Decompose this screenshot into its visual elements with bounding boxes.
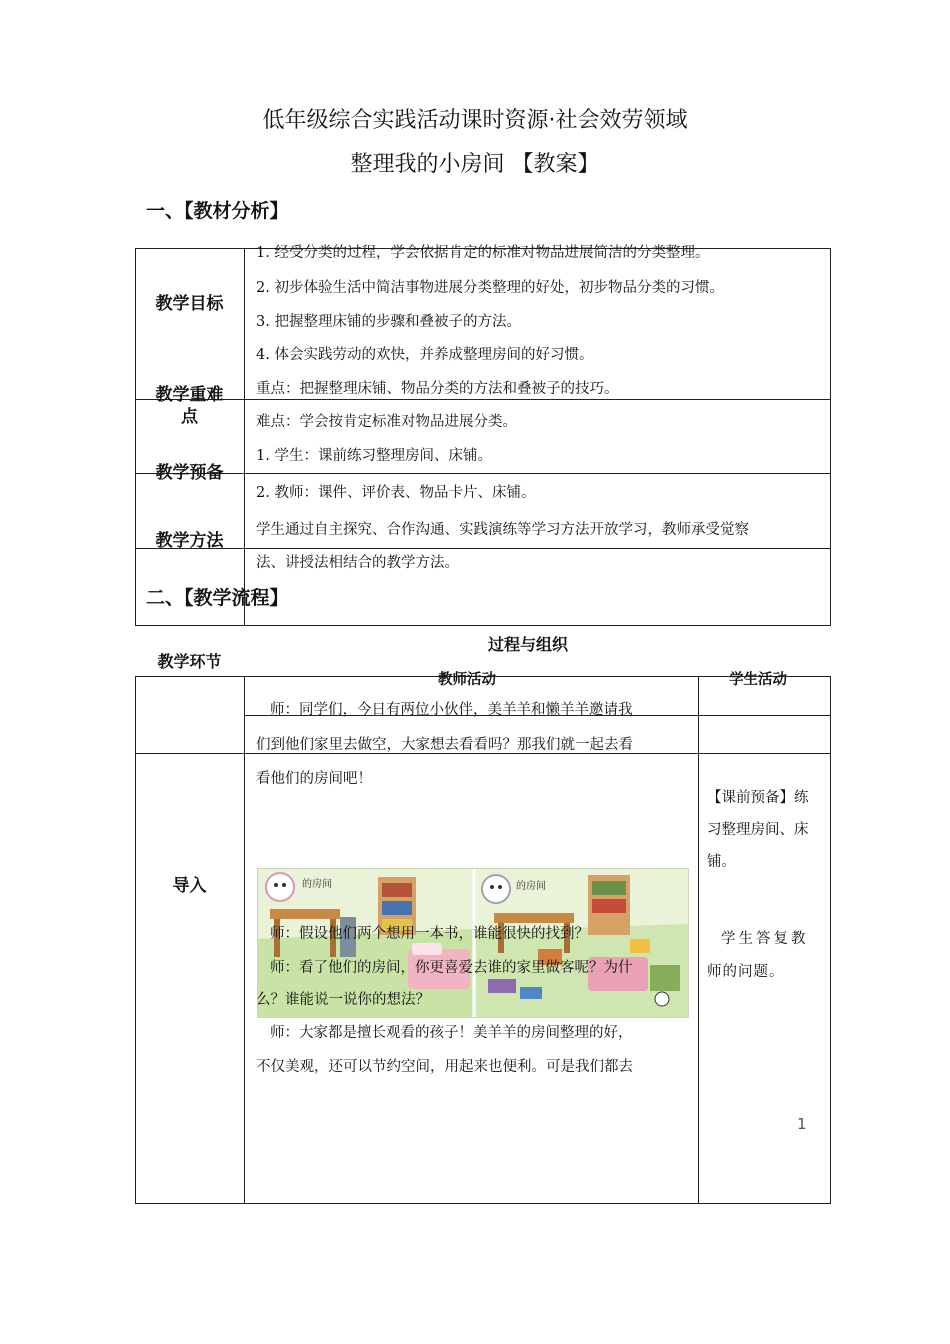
student-answer-line-2: 师的问题。 xyxy=(707,964,785,980)
caption-left: 的房间 xyxy=(302,879,332,890)
label-teaching-goals: 教学目标 xyxy=(155,294,224,314)
header-process: 过程与组织 xyxy=(488,635,569,654)
header-stage: 教学环节 xyxy=(157,652,222,671)
student-answer-line-1: 学生答复教 xyxy=(721,931,809,947)
goal-item-1: 1. 经受分类的过程，学会依据肯定的标准对物品进展简洁的分类整理。 xyxy=(256,245,710,261)
teacher-line-1: 师：同学们，今日有两位小伙伴，美羊羊和懒羊羊邀请我 xyxy=(270,702,633,718)
student-prep-line-2: 习整理房间、床 xyxy=(707,822,809,838)
label-preparation: 教学预备 xyxy=(155,463,224,483)
header-student: 学生活动 xyxy=(729,672,787,688)
method-line-1: 学生通过自主探究、合作沟通、实践演练等学习方法开放学习，教师承受觉察 xyxy=(256,522,749,538)
page-number: 1 xyxy=(797,1115,807,1133)
caption-right: 的房间 xyxy=(516,881,546,892)
teacher-line-2: 们到他们家里去做空，大家想去看看吗？那我们就一起去看 xyxy=(256,737,633,753)
document-title: 低年级综合实践活动课时资源·社会效劳领域 xyxy=(262,108,688,133)
teacher-line-3: 看他们的房间吧！ xyxy=(256,771,372,787)
student-prep-line-1: 【课前预备】练 xyxy=(707,790,809,806)
document-subtitle: 整理我的小房间 【教案】 xyxy=(350,152,600,177)
teacher-line-4: 师：大家都是擅长观看的孩子！美羊羊的房间整理的好， xyxy=(270,1025,633,1041)
difficult-point: 难点：学会按肯定标准对物品进展分类。 xyxy=(256,414,517,430)
goal-item-4: 4. 体会实践劳动的欢快，并养成整理房间的好习惯。 xyxy=(256,347,594,363)
teacher-line-5: 不仅美观，还可以节约空间，用起来也便利。可是我们都去 xyxy=(256,1059,633,1075)
teacher-question-1: 师：假设他们两个想用一本书，谁能很快的找到？ xyxy=(270,926,589,942)
goal-item-3: 3. 把握整理床铺的步骤和叠被子的方法。 xyxy=(256,314,521,330)
teacher-question-3: 么？谁能说一说你的想法？ xyxy=(256,992,430,1008)
teacher-question-2: 师：看了他们的房间，你更喜爱去谁的家里做客呢？为什 xyxy=(270,960,633,976)
student-prep-line-3: 铺。 xyxy=(707,854,736,870)
label-key-points: 教学重难 xyxy=(155,385,224,405)
label-key-points-cont: 点 xyxy=(181,407,198,427)
key-point: 重点：把握整理床铺、物品分类的方法和叠被子的技巧。 xyxy=(256,381,619,397)
header-teacher: 教师活动 xyxy=(438,672,496,688)
goal-item-2: 2. 初步体验生活中简洁事物进展分类整理的好处，初步物品分类的习惯。 xyxy=(256,280,724,296)
prep-item-1: 1. 学生：课前练习整理房间、床铺。 xyxy=(256,448,492,464)
stage-intro: 导入 xyxy=(172,876,207,896)
section-heading-process: 二、【教学流程】 xyxy=(146,587,289,609)
prep-item-2: 2. 教师：课件、评价表、物品卡片、床铺。 xyxy=(256,485,536,501)
label-method: 教学方法 xyxy=(155,531,224,551)
section-heading-analysis: 一、【教材分析】 xyxy=(146,200,289,222)
method-line-2: 法、讲授法相结合的教学方法。 xyxy=(256,555,459,571)
